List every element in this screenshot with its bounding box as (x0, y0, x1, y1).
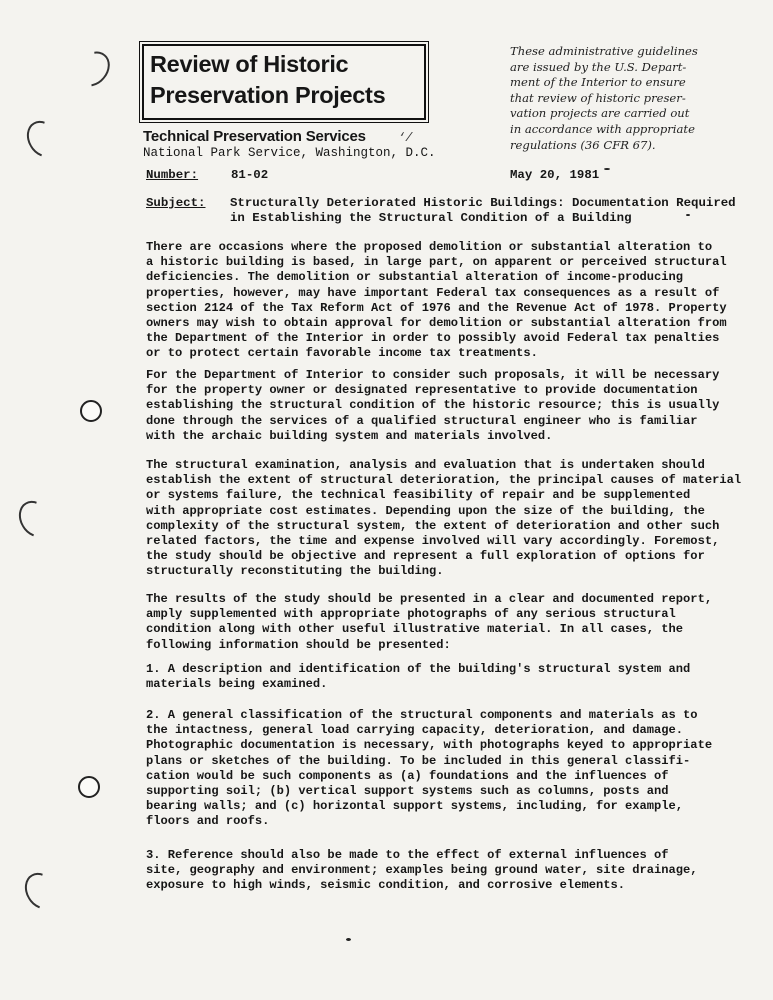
body-line: section 2124 of the Tax Reform Act of 1976 and the Revenue Act of 1978. Property (146, 300, 727, 315)
guideline-line: in accordance with appropriate (510, 121, 695, 136)
body-line: plans or sketches of the building. To be included in this general classifi- (146, 753, 691, 768)
body-line: with the archaic building system and materials involved. (146, 428, 553, 443)
number-value: 81-02 (231, 168, 269, 182)
body-line: 1. A description and identification of the building's structural system and (146, 662, 691, 676)
title-box (142, 44, 426, 120)
body-line: structurally reconstituting the building. (146, 564, 444, 579)
list-item-2 (146, 708, 766, 830)
scan-speck-icon (346, 938, 351, 941)
body-line: The results of the study should be presented in a clear and documented report, (146, 592, 713, 606)
binder-hole-middle-arc-icon (13, 495, 58, 543)
body-line: the intactness, general load carrying capacity, deterioration, and damage. (146, 723, 684, 738)
body-line: establishing the structural condition of the historic resource; this is usually (146, 398, 720, 413)
scan-speck-icon (686, 214, 690, 216)
body-line: or to protect certain favorable income tax treatments. (146, 346, 538, 361)
body-line: a historic building is based, in large part, on apparent or perceived structural (146, 255, 727, 270)
body-line: establish the extent of structural deterioration, the principal causes of material (146, 473, 742, 488)
guideline-line: regulations (36 CFR 67). (510, 137, 656, 152)
issue-date: May 20, 1981 (510, 168, 600, 182)
binder-hole-top-arc-icon (69, 45, 116, 93)
body-line: with appropriate cost estimates. Depending upon the size of the building, the (146, 503, 705, 518)
guideline-line: ment of the Interior to ensure (510, 75, 686, 90)
list-item-3 (146, 848, 766, 894)
guideline-line: These administrative guidelines (510, 44, 698, 58)
binder-hole-2-icon (78, 776, 100, 798)
body-line: deficiencies. The demolition or substantial alteration of income-producing (146, 270, 684, 285)
body-line: For the Department of Interior to consider such proposals, it will be necessary (146, 368, 720, 382)
body-line: the Department of the Interior in order to possibly avoid Federal tax penalties (146, 331, 720, 346)
agency-location: National Park Service, Washington, D.C. (143, 146, 436, 160)
body-line: condition along with other useful illustrative material. In all cases, the (146, 622, 684, 637)
body-line: materials being examined. (146, 677, 328, 692)
guideline-line: are issued by the U.S. Depart- (510, 59, 687, 74)
subject-label: Subject: (146, 196, 206, 210)
body-line: 3. Reference should also be made to the effect of external influences of (146, 848, 669, 862)
handwritten-mark-icon: ‘/ (398, 131, 413, 145)
body-line: related factors, the time and expense involved will vary accordingly. Foremost, (146, 534, 720, 549)
body-line: The structural examination, analysis and evaluation that is undertaken should (146, 458, 705, 472)
body-line: complexity of the structural system, the extent of deterioration and other such (146, 518, 720, 533)
body-paragraph-1 (146, 240, 766, 362)
body-line: or systems failure, the technical feasibility of repair and be supplemented (146, 488, 691, 503)
organization-name: Technical Preservation Services (143, 128, 366, 145)
body-line: following information should be presented: (146, 637, 451, 652)
body-line: floors and roofs. (146, 814, 270, 829)
number-label: Number: (146, 168, 199, 182)
body-line: supporting soil; (b) vertical support systems such as columns, posts and (146, 784, 669, 799)
body-line: bearing walls; and (c) horizontal support systems, including, for example, (146, 799, 684, 814)
body-paragraph-4 (146, 592, 766, 653)
body-line: There are occasions where the proposed demolition or substantial alteration to (146, 240, 713, 254)
title-line-1: Review of Historic (150, 51, 349, 77)
body-line: cation would be such components as (a) foundations and the influences of (146, 768, 669, 783)
body-line: properties, however, may have important Federal tax consequences as a result of (146, 285, 720, 300)
guideline-note (510, 44, 770, 153)
body-line: done through the services of a qualified structural engineer who is familiar (146, 413, 698, 428)
body-line: site, geography and environment; examples being ground water, site drainage, (146, 863, 698, 878)
list-item-1 (146, 662, 766, 692)
body-line: Photographic documentation is necessary, with photographs keyed to appropriate (146, 738, 713, 753)
body-paragraph-2 (146, 368, 766, 444)
body-line: exposure to high winds, seismic condition, and corrosive elements. (146, 878, 625, 893)
body-paragraph-3 (146, 458, 766, 580)
binder-hole-bottom-arc-icon (19, 867, 64, 915)
subject-text (230, 196, 736, 226)
body-line: owners may wish to obtain approval for demolition or substantial alteration from (146, 316, 727, 331)
subject-line: in Establishing the Structural Condition of a Building (230, 211, 632, 225)
guideline-line: that review of historic preser- (510, 90, 686, 105)
body-line: the study should be objective and represent a full exploration of options for (146, 549, 705, 564)
guideline-line: vation projects are carried out (510, 106, 690, 121)
title-line-2: Preservation Projects (150, 82, 386, 108)
binder-hole-upper-left-arc-icon (21, 115, 66, 163)
subject-line: Structurally Deteriorated Historic Buildings: Documentation Required (230, 196, 736, 210)
binder-hole-1-icon (80, 400, 102, 422)
scan-speck-icon (604, 168, 610, 170)
body-line: for the property owner or designated representative to provide documentation (146, 383, 698, 398)
body-line: amply supplemented with appropriate photographs of any serious structural (146, 607, 676, 622)
body-line: 2. A general classification of the structural components and materials as to (146, 708, 698, 722)
